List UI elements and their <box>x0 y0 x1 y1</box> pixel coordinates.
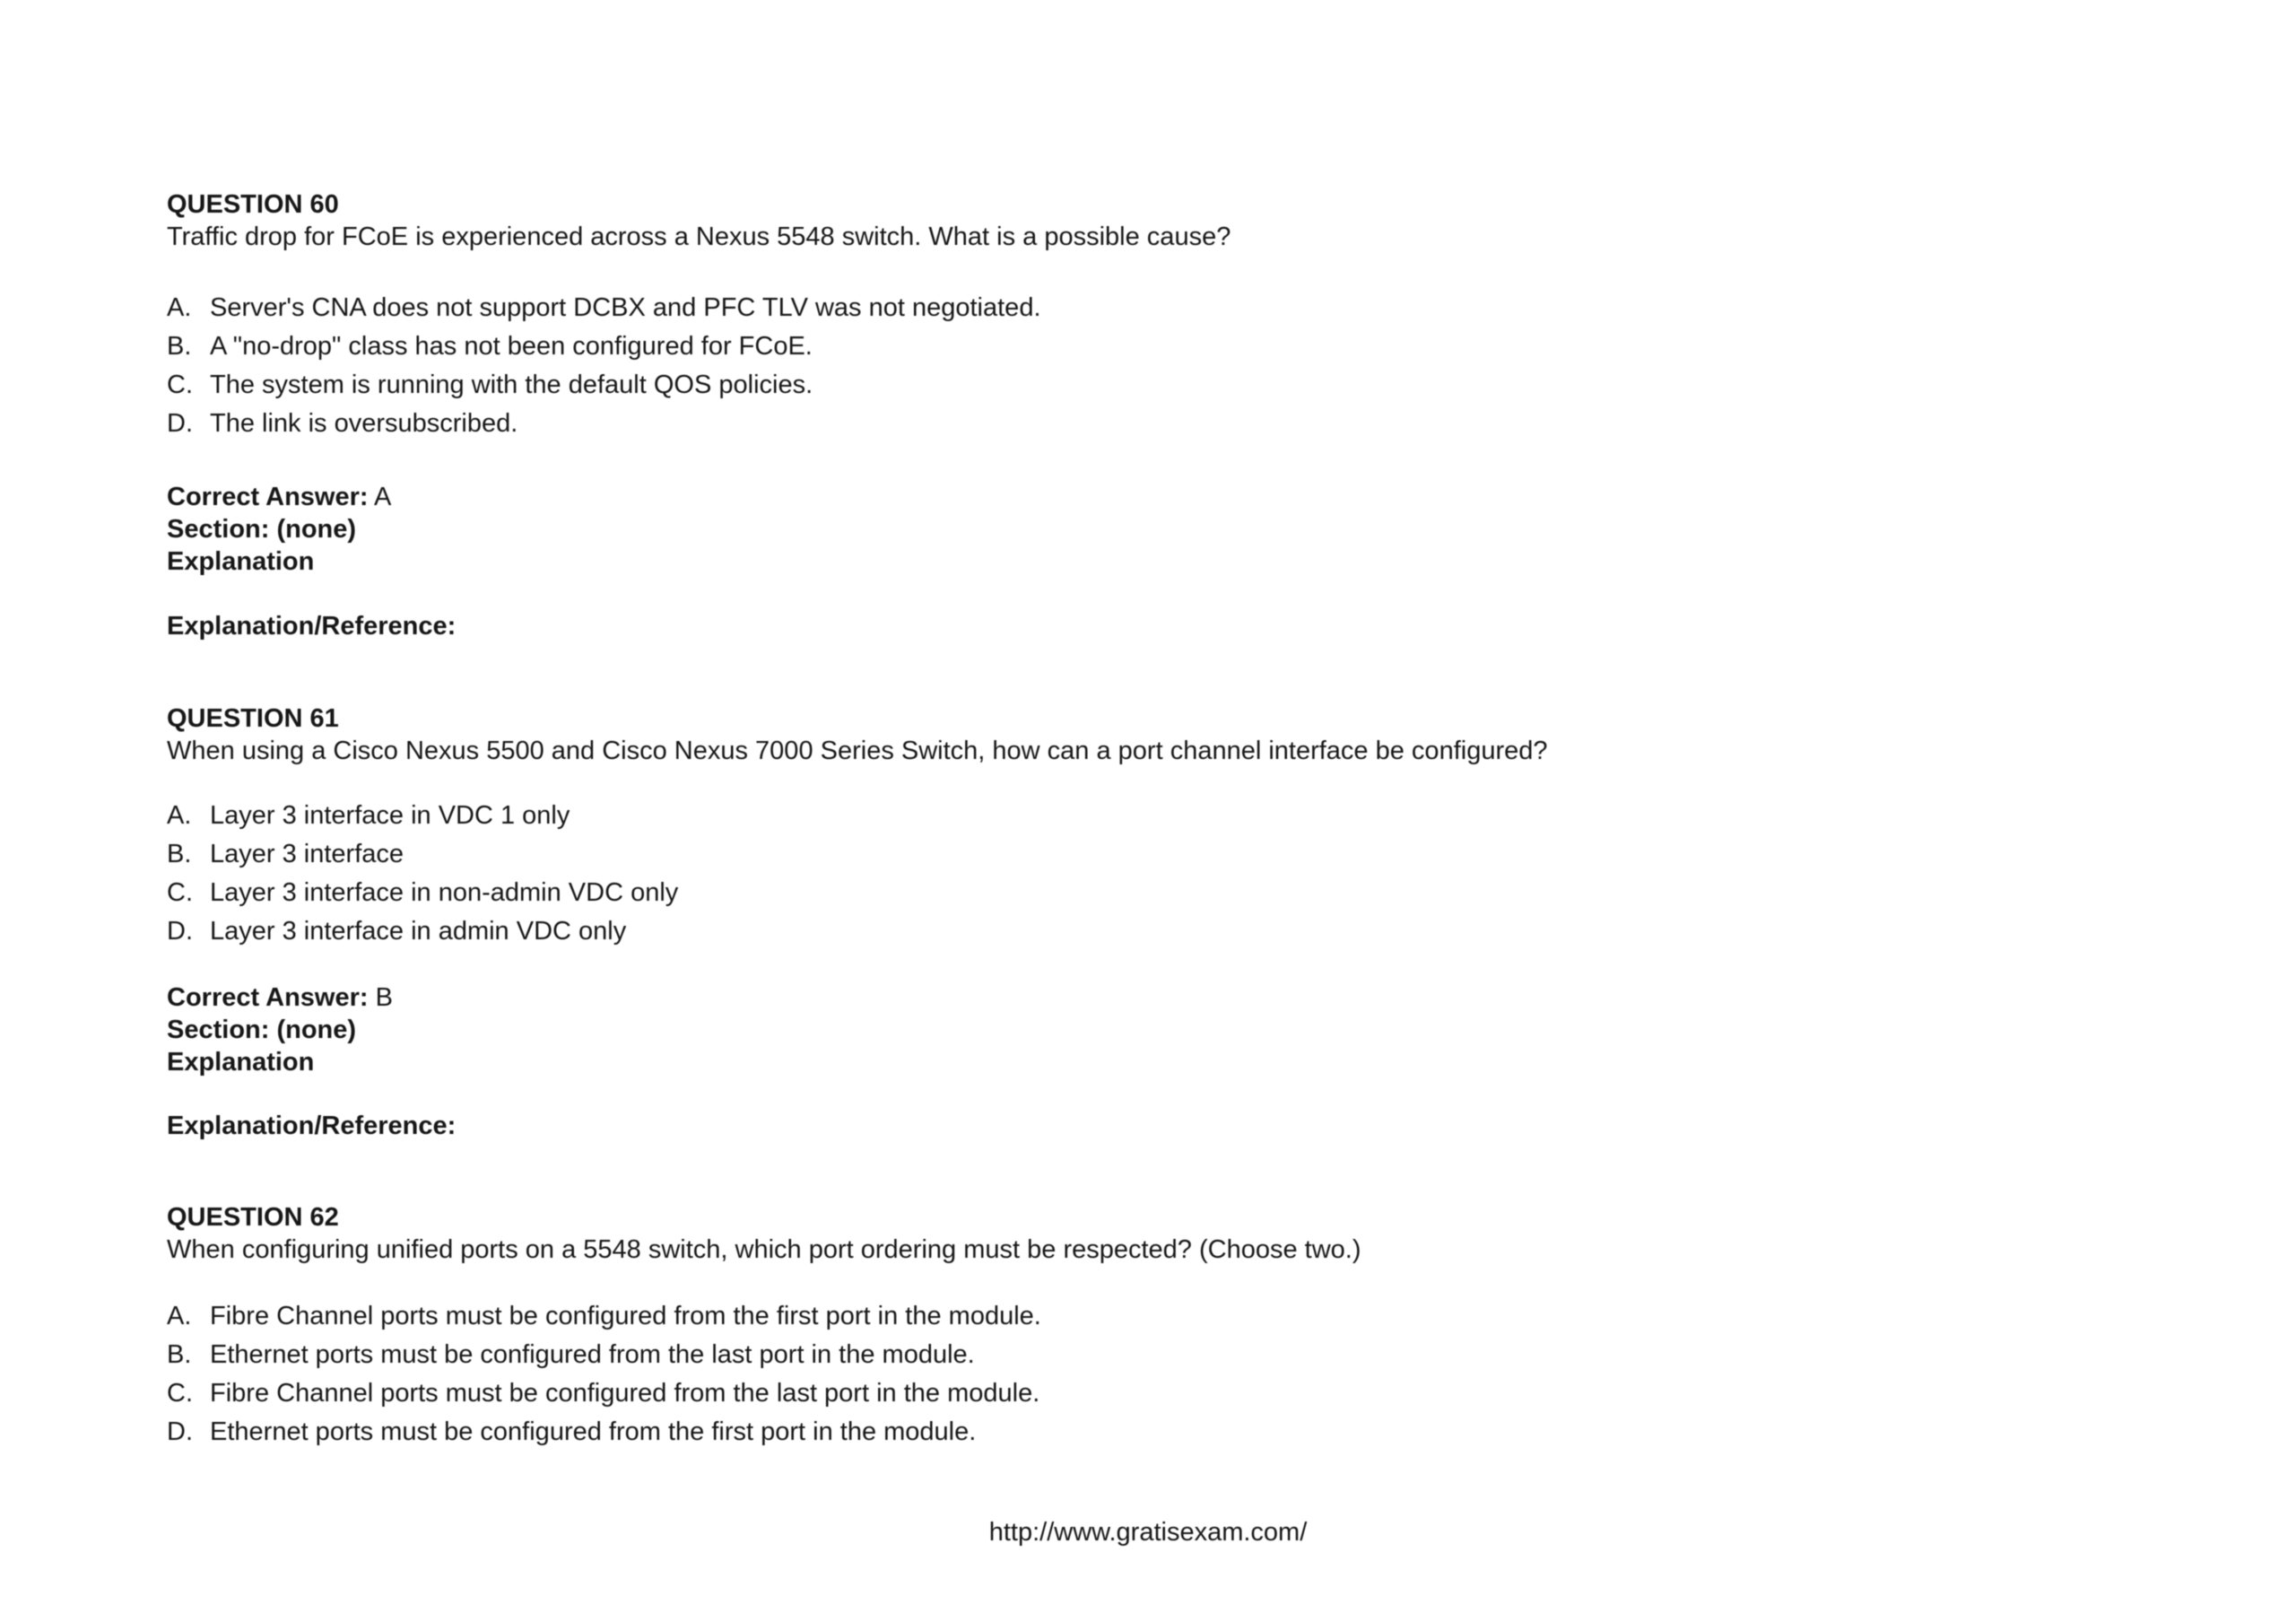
option-row <box>167 835 678 874</box>
options-list <box>167 289 1041 443</box>
explanation-reference-line: Explanation/Reference: <box>167 612 457 641</box>
option-letter: A. <box>167 801 192 830</box>
option-text: Layer 3 interface in VDC 1 only <box>210 801 570 830</box>
option-letter: C. <box>167 1379 193 1408</box>
option-text: Server's CNA does not support DCBX and PFC TLV was not negotiated. <box>210 293 1041 322</box>
option-text: Layer 3 interface in admin VDC only <box>210 917 627 946</box>
question-text: Traffic drop for FCoE is experienced across a Nexus 5548 switch. What is a possible cause? <box>167 222 1231 251</box>
explanation-line: Explanation <box>167 547 315 576</box>
option-letter: D. <box>167 917 193 946</box>
section-line: Section: (none) <box>167 515 357 544</box>
options-list <box>167 797 678 951</box>
option-letter: D. <box>167 409 193 438</box>
footer-link[interactable]: http://www.gratisexam.com/ <box>988 1518 1308 1547</box>
answer-block <box>167 981 393 1078</box>
option-text: Ethernet ports must be configured from the first port in the module. <box>210 1417 977 1446</box>
option-text: Ethernet ports must be configured from the last port in the module. <box>210 1340 975 1369</box>
option-text: A "no-drop" class has not been configured for FCoE. <box>210 332 813 361</box>
option-letter: C. <box>167 878 193 907</box>
option-text: Layer 3 interface <box>210 840 404 868</box>
option-text: The system is running with the default QOS policies. <box>210 371 813 399</box>
option-row <box>167 289 1041 327</box>
option-row <box>167 327 1041 366</box>
option-row <box>167 1297 1041 1336</box>
question-text: When using a Cisco Nexus 5500 and Cisco Nexus 7000 Series Switch, how can a port channel interface be configured? <box>167 737 1548 765</box>
question-heading: QUESTION 62 <box>167 1203 339 1232</box>
correct-answer-value: B <box>375 983 393 1012</box>
answer-block <box>167 481 391 578</box>
option-text: Layer 3 interface in non-admin VDC only <box>210 878 679 907</box>
option-letter: B. <box>167 1340 192 1369</box>
question-block-61 <box>167 702 1548 767</box>
option-row <box>167 1336 1041 1374</box>
correct-answer-value: A <box>374 483 392 511</box>
question-text: When configuring unified ports on a 5548 switch, which port ordering must be respected? (Choose two.) <box>167 1235 1361 1264</box>
options-list <box>167 1297 1041 1452</box>
option-row <box>167 874 678 912</box>
option-letter: A. <box>167 293 192 322</box>
option-text: Fibre Channel ports must be configured from the last port in the module. <box>210 1379 1040 1408</box>
option-letter: B. <box>167 332 192 361</box>
option-text: Fibre Channel ports must be configured from the first port in the module. <box>210 1302 1041 1330</box>
question-block-62 <box>167 1201 1361 1266</box>
correct-answer-line <box>167 481 391 513</box>
question-block-60 <box>167 188 1231 253</box>
option-letter: B. <box>167 840 192 868</box>
option-letter: C. <box>167 371 193 399</box>
explanation-line: Explanation <box>167 1048 315 1077</box>
option-row <box>167 366 1041 405</box>
correct-answer-label: Correct Answer: <box>167 983 369 1012</box>
section-line: Section: (none) <box>167 1016 357 1044</box>
option-row <box>167 797 678 835</box>
option-text: The link is oversubscribed. <box>210 409 518 438</box>
question-heading: QUESTION 61 <box>167 704 339 733</box>
option-letter: D. <box>167 1417 193 1446</box>
option-row <box>167 1374 1041 1413</box>
option-row <box>167 1413 1041 1452</box>
option-row <box>167 405 1041 443</box>
explanation-reference-line: Explanation/Reference: <box>167 1112 457 1140</box>
option-row <box>167 912 678 951</box>
option-letter: A. <box>167 1302 192 1330</box>
question-heading: QUESTION 60 <box>167 190 339 219</box>
correct-answer-line <box>167 981 393 1014</box>
correct-answer-label: Correct Answer: <box>167 483 369 511</box>
